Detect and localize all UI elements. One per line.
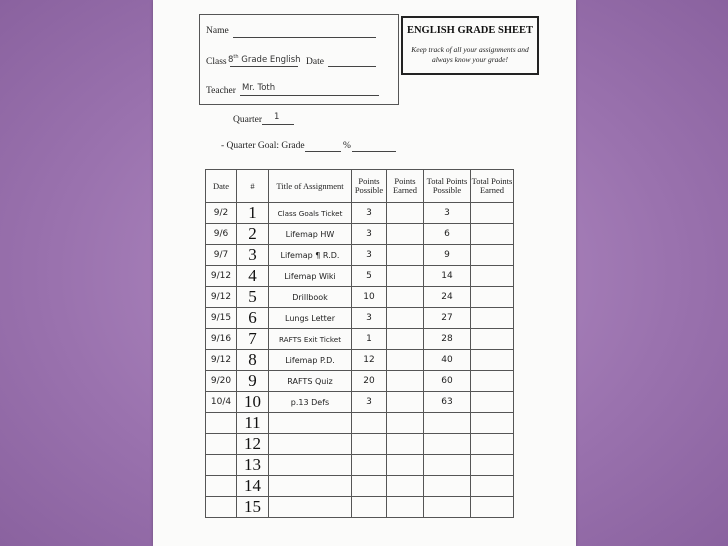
points-possible-cell: 12 (352, 350, 387, 371)
total-points-possible-cell: 60 (424, 371, 471, 392)
assignment-date-cell: 9/12 (206, 350, 237, 371)
assignment-title-cell: Lungs Letter (269, 308, 352, 329)
assignment-number-cell: 1 (237, 203, 269, 224)
assignment-number-cell: 13 (237, 455, 269, 476)
teacher-label: Teacher (206, 86, 236, 96)
points-earned-cell[interactable] (387, 266, 424, 287)
total-points-possible-cell: 28 (424, 329, 471, 350)
points-possible-cell: 1 (352, 329, 387, 350)
assignment-title-cell: Lifemap Wiki (269, 266, 352, 287)
assignment-date-cell: 9/12 (206, 287, 237, 308)
table-row (206, 245, 514, 266)
total-points-earned-cell[interactable] (471, 392, 514, 413)
total-points-possible-cell: 3 (424, 203, 471, 224)
points-earned-cell[interactable] (387, 308, 424, 329)
points-possible-cell: 5 (352, 266, 387, 287)
table-row (206, 497, 514, 518)
assignment-number-cell: 8 (237, 350, 269, 371)
points-earned-cell[interactable] (387, 245, 424, 266)
goal-percent-field[interactable] (352, 151, 396, 152)
assignment-number-cell: 3 (237, 245, 269, 266)
sheet-subtitle: Keep track of all your assignments and always know your grade! (411, 45, 529, 64)
header-points-earned: Points Earned (387, 170, 424, 203)
assignment-title-cell (269, 497, 352, 518)
total-points-earned-cell[interactable] (471, 371, 514, 392)
assignment-date-cell: 9/20 (206, 371, 237, 392)
table-row (206, 392, 514, 413)
total-points-possible-cell: 6 (424, 224, 471, 245)
points-possible-cell (352, 434, 387, 455)
total-points-possible-cell: 40 (424, 350, 471, 371)
assignment-title-cell: Lifemap ¶ R.D. (269, 245, 352, 266)
points-earned-cell[interactable] (387, 434, 424, 455)
total-points-earned-cell[interactable] (471, 329, 514, 350)
assignment-title-cell: RAFTS Quiz (269, 371, 352, 392)
assignment-date-cell (206, 497, 237, 518)
table-row (206, 455, 514, 476)
date-label: Date (306, 57, 324, 67)
goal-grade-field[interactable] (305, 151, 341, 152)
name-label: Name (206, 26, 229, 36)
header-number: # (237, 170, 269, 203)
points-possible-cell (352, 476, 387, 497)
total-points-possible-cell (424, 497, 471, 518)
assignment-number-cell: 10 (237, 392, 269, 413)
total-points-possible-cell: 14 (424, 266, 471, 287)
points-earned-cell[interactable] (387, 476, 424, 497)
points-possible-cell (352, 413, 387, 434)
class-value: 8th Grade English (228, 54, 301, 65)
quarter-goal-label: - Quarter Goal: Grade (221, 141, 305, 151)
total-points-possible-cell: 9 (424, 245, 471, 266)
assignment-date-cell: 10/4 (206, 392, 237, 413)
table-row (206, 287, 514, 308)
teacher-field[interactable] (240, 95, 379, 96)
points-earned-cell[interactable] (387, 455, 424, 476)
assignment-date-cell: 9/15 (206, 308, 237, 329)
assignment-date-cell: 9/7 (206, 245, 237, 266)
total-points-possible-cell (424, 413, 471, 434)
name-field[interactable] (233, 37, 376, 38)
table-row (206, 329, 514, 350)
points-possible-cell (352, 455, 387, 476)
teacher-value: Mr. Toth (242, 83, 276, 93)
title-box (401, 16, 539, 75)
total-points-earned-cell[interactable] (471, 350, 514, 371)
assignment-number-cell: 14 (237, 476, 269, 497)
points-possible-cell: 20 (352, 371, 387, 392)
points-earned-cell[interactable] (387, 224, 424, 245)
header-date: Date (206, 170, 237, 203)
table-row (206, 413, 514, 434)
assignment-title-cell (269, 434, 352, 455)
points-earned-cell[interactable] (387, 413, 424, 434)
table-row (206, 476, 514, 497)
total-points-earned-cell[interactable] (471, 455, 514, 476)
assignment-title-cell: p.13 Defs (269, 392, 352, 413)
table-row (206, 203, 514, 224)
assignment-date-cell: 9/12 (206, 266, 237, 287)
assignment-date-cell (206, 413, 237, 434)
table-header-row (206, 170, 514, 203)
goal-percent-sign: % (343, 141, 351, 151)
points-earned-cell[interactable] (387, 350, 424, 371)
table-row (206, 266, 514, 287)
assignment-title-cell: RAFTS Exit Ticket (269, 329, 352, 350)
assignment-title-cell: Class Goals Ticket (269, 203, 352, 224)
assignment-date-cell (206, 434, 237, 455)
header-title: Title of Assignment (269, 170, 352, 203)
points-possible-cell: 10 (352, 287, 387, 308)
points-possible-cell (352, 497, 387, 518)
assignment-number-cell: 2 (237, 224, 269, 245)
assignment-number-cell: 9 (237, 371, 269, 392)
points-possible-cell: 3 (352, 203, 387, 224)
assignment-title-cell: Lifemap HW (269, 224, 352, 245)
total-points-possible-cell (424, 434, 471, 455)
points-earned-cell[interactable] (387, 392, 424, 413)
table-row (206, 308, 514, 329)
assignment-table (205, 169, 514, 518)
total-points-possible-cell: 27 (424, 308, 471, 329)
table-row (206, 371, 514, 392)
points-earned-cell[interactable] (387, 203, 424, 224)
assignment-title-cell: Drillbook (269, 287, 352, 308)
assignment-number-cell: 4 (237, 266, 269, 287)
assignment-number-cell: 5 (237, 287, 269, 308)
total-points-possible-cell: 24 (424, 287, 471, 308)
header-total-earned: Total Points Earned (471, 170, 514, 203)
total-points-possible-cell (424, 476, 471, 497)
total-points-earned-cell[interactable] (471, 434, 514, 455)
assignment-title-cell (269, 455, 352, 476)
class-field[interactable] (230, 66, 298, 67)
points-earned-cell[interactable] (387, 497, 424, 518)
total-points-earned-cell[interactable] (471, 308, 514, 329)
sheet-title: ENGLISH GRADE SHEET (406, 25, 534, 36)
assignment-date-cell: 9/16 (206, 329, 237, 350)
header-points-possible: Points Possible (352, 170, 387, 203)
table-row (206, 434, 514, 455)
assignment-number-cell: 12 (237, 434, 269, 455)
total-points-earned-cell[interactable] (471, 203, 514, 224)
points-possible-cell: 3 (352, 245, 387, 266)
total-points-earned-cell[interactable] (471, 245, 514, 266)
assignment-title-cell: Lifemap P.D. (269, 350, 352, 371)
total-points-earned-cell[interactable] (471, 476, 514, 497)
assignment-number-cell: 6 (237, 308, 269, 329)
quarter-label: Quarter (233, 115, 263, 125)
assignment-date-cell (206, 455, 237, 476)
assignment-date-cell (206, 476, 237, 497)
points-possible-cell: 3 (352, 392, 387, 413)
assignment-number-cell: 15 (237, 497, 269, 518)
assignment-number-cell: 11 (237, 413, 269, 434)
points-possible-cell: 3 (352, 308, 387, 329)
header-total-possible: Total Points Possible (424, 170, 471, 203)
points-possible-cell: 3 (352, 224, 387, 245)
class-label: Class (206, 57, 227, 67)
date-field[interactable] (328, 66, 376, 67)
total-points-earned-cell[interactable] (471, 413, 514, 434)
points-earned-cell[interactable] (387, 371, 424, 392)
assignment-number-cell: 7 (237, 329, 269, 350)
total-points-possible-cell (424, 455, 471, 476)
assignment-title-cell (269, 413, 352, 434)
quarter-field[interactable] (262, 124, 294, 125)
total-points-earned-cell[interactable] (471, 497, 514, 518)
assignment-date-cell: 9/2 (206, 203, 237, 224)
quarter-value: 1 (274, 112, 280, 122)
total-points-earned-cell[interactable] (471, 266, 514, 287)
table-row (206, 350, 514, 371)
table-row (206, 224, 514, 245)
assignment-date-cell: 9/6 (206, 224, 237, 245)
points-earned-cell[interactable] (387, 329, 424, 350)
total-points-earned-cell[interactable] (471, 287, 514, 308)
assignment-title-cell (269, 476, 352, 497)
total-points-possible-cell: 63 (424, 392, 471, 413)
points-earned-cell[interactable] (387, 287, 424, 308)
total-points-earned-cell[interactable] (471, 224, 514, 245)
